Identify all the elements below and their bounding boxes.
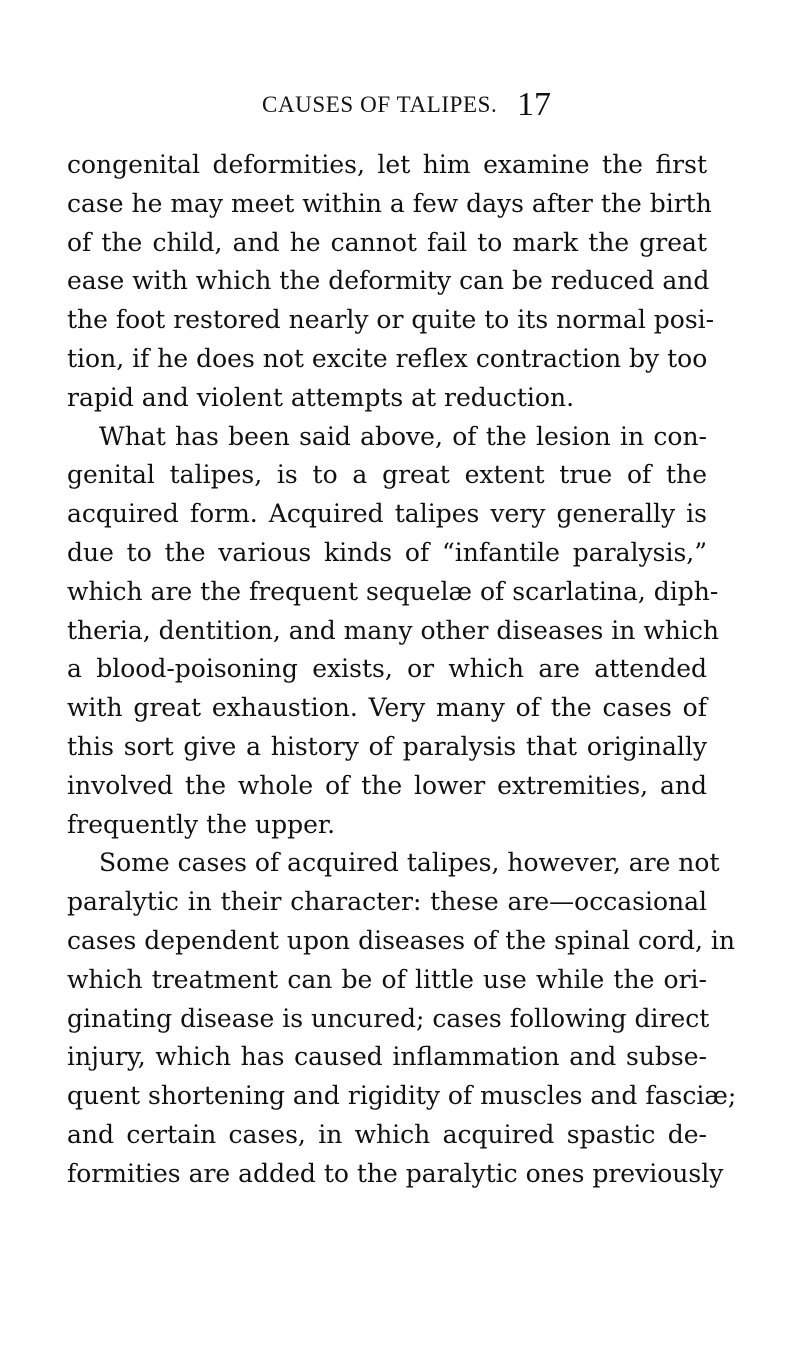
text-line: formities are added to the paralytic ones previously	[67, 1158, 724, 1188]
text-line: frequently the upper.	[67, 809, 336, 839]
text-line: injury, which has caused inflammation and subse-	[67, 1042, 707, 1072]
text-line: paralytic in their character: these are—occasional	[67, 887, 707, 917]
text-line: case he may meet within a few days after the birth	[67, 188, 712, 218]
text-line: involved the whole of the lower extremities, and	[67, 770, 707, 800]
text-line: acquired form. Acquired talipes very generally is	[67, 499, 707, 529]
text-line: and certain cases, in which acquired spastic de-	[67, 1119, 707, 1149]
text-line: congenital deformities, let him examine the first	[67, 150, 707, 179]
paragraph-start-line: What has been said above, of the lesion in con-	[99, 421, 707, 451]
body-text	[67, 146, 737, 1194]
text-line: with great exhaustion. Very many of the cases of	[67, 693, 707, 723]
text-line: a blood-poisoning exists, or which are attended	[67, 654, 707, 684]
running-head-title: CAUSES OF TALIPES.	[262, 92, 498, 117]
paragraph-start-line: Some cases of acquired talipes, however, are not	[99, 848, 720, 878]
text-line: due to the various kinds of “infantile paralysis,”	[67, 537, 707, 567]
text-line: genital talipes, is to a great extent true of the	[67, 460, 707, 490]
text-line: the foot restored nearly or quite to its normal posi-	[67, 305, 715, 335]
text-line: theria, dentition, and many other diseases in which	[67, 615, 719, 645]
text-line: cases dependent upon diseases of the spinal cord, in	[67, 925, 735, 955]
running-head	[0, 86, 800, 126]
text-line: ginating disease is uncured; cases following direct	[67, 1003, 710, 1033]
text-line: which treatment can be of little use while the ori-	[67, 964, 707, 994]
text-line: of the child, and he cannot fail to mark the great	[67, 227, 707, 257]
page-number: 17	[517, 86, 551, 123]
text-line: rapid and violent attempts at reduction.	[67, 382, 575, 412]
text-line: which are the frequent sequelæ of scarlatina, diph-	[67, 576, 719, 606]
text-line: ease with which the deformity can be reduced and	[67, 266, 710, 296]
text-line: tion, if he does not excite reflex contraction by too	[67, 343, 708, 373]
text-line: quent shortening and rigidity of muscles and fasciæ;	[67, 1081, 737, 1111]
text-line: this sort give a history of paralysis that originally	[67, 731, 707, 761]
